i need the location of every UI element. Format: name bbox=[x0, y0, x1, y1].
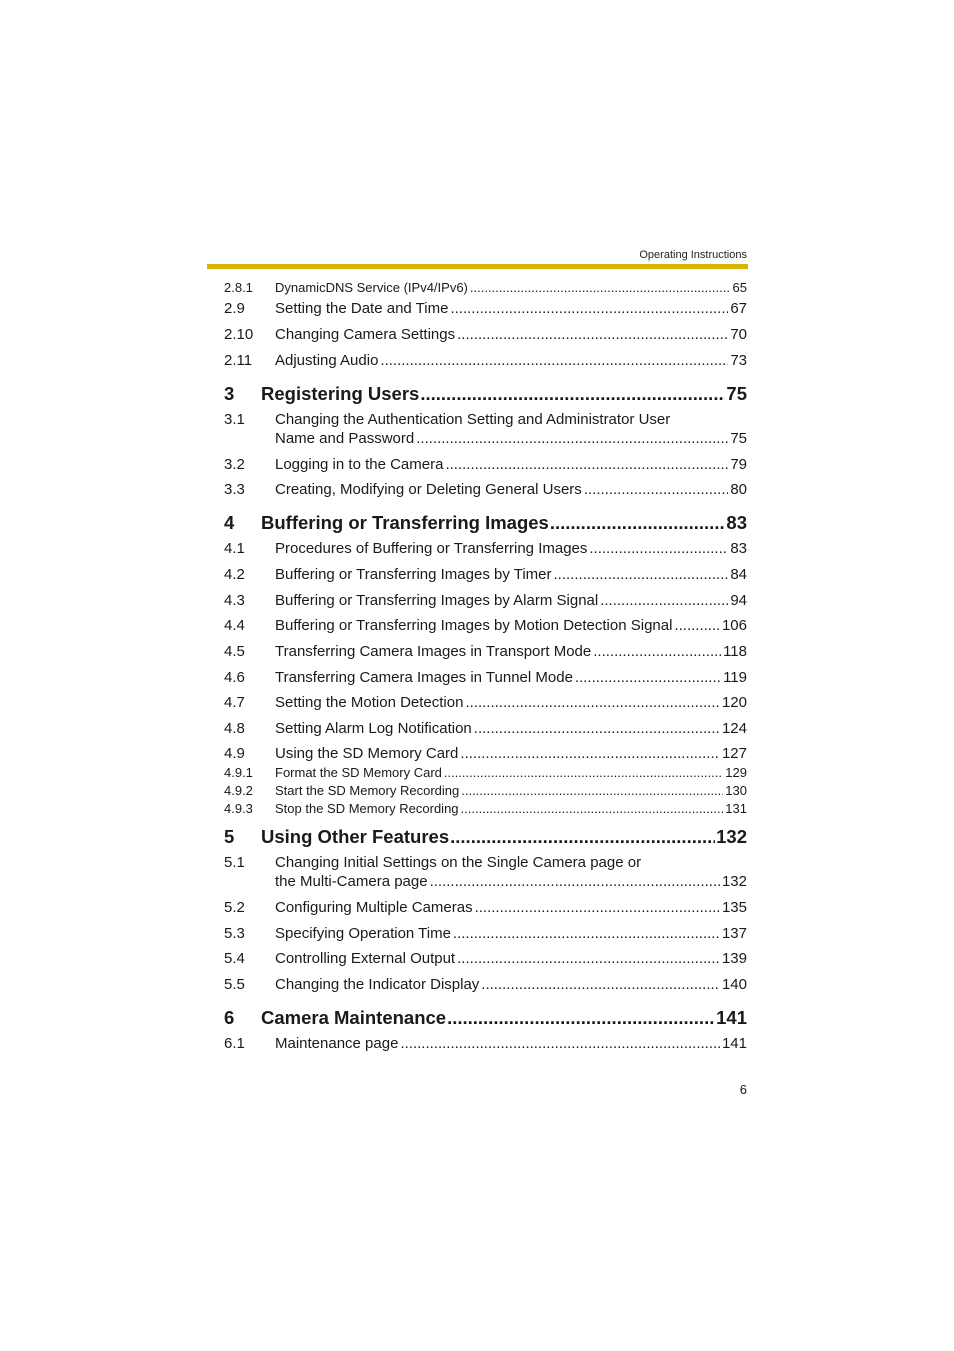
toc-number: 3.3 bbox=[224, 481, 245, 498]
dot-leader bbox=[550, 512, 726, 534]
toc-page-number: 84 bbox=[730, 566, 747, 583]
toc-page-number: 65 bbox=[732, 280, 747, 295]
toc-title: Name and Password bbox=[275, 430, 415, 447]
toc-page-number: 80 bbox=[730, 481, 747, 498]
toc-page-number: 106 bbox=[721, 617, 747, 634]
toc-number: 4.9.3 bbox=[224, 801, 253, 816]
dot-leader bbox=[416, 430, 728, 448]
toc-entry[interactable] bbox=[224, 300, 747, 318]
dot-leader bbox=[600, 592, 728, 610]
dot-leader bbox=[420, 383, 725, 405]
toc-entry[interactable] bbox=[224, 481, 747, 499]
toc-title: DynamicDNS Service (IPv4/IPv6) bbox=[275, 280, 468, 295]
page-number: 6 bbox=[739, 1082, 747, 1097]
toc-page-number: 132 bbox=[721, 873, 747, 890]
toc-entry[interactable] bbox=[224, 783, 747, 799]
dot-leader bbox=[465, 694, 720, 712]
dot-leader bbox=[450, 300, 728, 318]
toc-page-number: 140 bbox=[721, 976, 747, 993]
toc-entry[interactable] bbox=[224, 950, 747, 968]
toc-page-number: 67 bbox=[730, 300, 747, 317]
toc-title: Procedures of Buffering or Transferring Images bbox=[275, 540, 588, 557]
dot-leader bbox=[474, 720, 720, 738]
toc-page-number: 124 bbox=[721, 720, 747, 737]
toc-number: 4 bbox=[224, 512, 235, 533]
dot-leader bbox=[475, 899, 720, 917]
toc-entry[interactable] bbox=[224, 643, 747, 661]
header-rule bbox=[207, 264, 748, 269]
toc-number: 4.1 bbox=[224, 540, 245, 557]
dot-leader bbox=[444, 765, 723, 781]
toc-number: 5.2 bbox=[224, 899, 245, 916]
toc-chapter[interactable] bbox=[224, 1007, 747, 1029]
dot-leader bbox=[445, 456, 728, 474]
toc-title-line1: Changing the Authentication Setting and Administrator User bbox=[275, 411, 671, 428]
toc-number: 2.10 bbox=[224, 326, 254, 343]
toc-number: 2.11 bbox=[224, 352, 253, 369]
dot-leader bbox=[461, 783, 723, 799]
toc-number: 5 bbox=[224, 826, 235, 847]
toc-entry[interactable] bbox=[224, 280, 747, 296]
toc-entry[interactable] bbox=[224, 669, 747, 687]
toc-title: Buffering or Transferring Images by Timer bbox=[275, 566, 552, 583]
toc-entry[interactable] bbox=[224, 976, 747, 994]
toc-entry[interactable] bbox=[224, 1035, 747, 1053]
toc-number: 2.9 bbox=[224, 300, 245, 317]
toc-title: Controlling External Output bbox=[275, 950, 456, 967]
toc-page-number: 135 bbox=[721, 899, 747, 916]
toc-entry[interactable] bbox=[224, 617, 747, 635]
toc-page-number: 130 bbox=[725, 783, 747, 798]
toc-page-number: 73 bbox=[730, 352, 747, 369]
toc-number: 4.5 bbox=[224, 643, 245, 660]
toc-page-number: 119 bbox=[723, 669, 747, 686]
toc-entry[interactable] bbox=[224, 566, 747, 584]
toc-number: 4.9.1 bbox=[224, 765, 253, 780]
toc-title: Buffering or Transferring Images by Motion Detection Signal bbox=[275, 617, 673, 634]
toc-title: Setting the Date and Time bbox=[275, 300, 449, 317]
toc-entry[interactable] bbox=[224, 540, 747, 558]
toc-page-number: 131 bbox=[725, 801, 747, 816]
toc-entry[interactable] bbox=[224, 352, 747, 370]
toc-page-number: 70 bbox=[730, 326, 747, 343]
toc-page-number: 132 bbox=[716, 826, 747, 847]
toc-title: Configuring Multiple Cameras bbox=[275, 899, 473, 916]
toc-title: Specifying Operation Time bbox=[275, 925, 451, 942]
dot-leader bbox=[457, 950, 720, 968]
toc-title: Creating, Modifying or Deleting General Users bbox=[275, 481, 582, 498]
toc-title: Adjusting Audio bbox=[275, 352, 379, 369]
toc-number: 4.2 bbox=[224, 566, 245, 583]
toc-entry[interactable] bbox=[224, 801, 747, 817]
toc-entry[interactable] bbox=[224, 720, 747, 738]
toc-number: 5.1 bbox=[224, 854, 245, 871]
toc-number: 4.9 bbox=[224, 745, 245, 762]
dot-leader bbox=[400, 1035, 720, 1053]
toc-title: Buffering or Transferring Images bbox=[261, 512, 549, 533]
dot-leader bbox=[450, 826, 715, 848]
toc-number: 4.8 bbox=[224, 720, 245, 737]
toc-entry[interactable] bbox=[224, 925, 747, 943]
toc-number: 4.7 bbox=[224, 694, 245, 711]
toc-title: Using the SD Memory Card bbox=[275, 745, 459, 762]
toc-number: 5.3 bbox=[224, 925, 245, 942]
toc-number: 6 bbox=[224, 1007, 235, 1028]
toc-number: 3 bbox=[224, 383, 235, 404]
toc-entry[interactable] bbox=[224, 592, 747, 610]
toc-page-number: 139 bbox=[721, 950, 747, 967]
toc-number: 4.9.2 bbox=[224, 783, 253, 798]
toc-entry[interactable] bbox=[224, 899, 747, 917]
toc-title: Setting the Motion Detection bbox=[275, 694, 464, 711]
toc-title: Changing Camera Settings bbox=[275, 326, 456, 343]
toc-number: 6.1 bbox=[224, 1035, 245, 1052]
toc-title: Camera Maintenance bbox=[261, 1007, 447, 1028]
toc-page-number: 137 bbox=[721, 925, 747, 942]
toc-page-number: 141 bbox=[716, 1007, 747, 1028]
toc-page-number: 94 bbox=[730, 592, 747, 609]
toc-title: Format the SD Memory Card bbox=[275, 765, 442, 780]
dot-leader bbox=[430, 873, 720, 891]
toc-page-number: 127 bbox=[721, 745, 747, 762]
toc-entry[interactable] bbox=[224, 456, 747, 474]
dot-leader bbox=[674, 617, 720, 635]
dot-leader bbox=[575, 669, 721, 687]
toc-title: Registering Users bbox=[261, 383, 420, 404]
toc-number: 3.2 bbox=[224, 456, 245, 473]
toc-number: 4.4 bbox=[224, 617, 245, 634]
toc-page-number: 83 bbox=[730, 540, 747, 557]
toc-title: Buffering or Transferring Images by Alarm Signal bbox=[275, 592, 599, 609]
toc-title: Transferring Camera Images in Tunnel Mode bbox=[275, 669, 573, 686]
toc-page-number: 129 bbox=[725, 765, 747, 780]
toc-chapter[interactable] bbox=[224, 383, 747, 405]
toc-title: Using Other Features bbox=[261, 826, 450, 847]
toc-page-number: 83 bbox=[726, 512, 747, 533]
toc-title: Maintenance page bbox=[275, 1035, 399, 1052]
toc-number: 2.8.1 bbox=[224, 280, 253, 295]
toc-number: 5.5 bbox=[224, 976, 245, 993]
toc-title-line1: Changing Initial Settings on the Single Camera page or bbox=[275, 854, 642, 871]
toc-chapter[interactable] bbox=[224, 826, 747, 848]
toc-entry[interactable] bbox=[224, 694, 747, 712]
dot-leader bbox=[380, 352, 728, 370]
dot-leader bbox=[453, 925, 720, 943]
toc-title: Logging in to the Camera bbox=[275, 456, 444, 473]
toc-title: Stop the SD Memory Recording bbox=[275, 801, 459, 816]
dot-leader bbox=[470, 280, 731, 296]
dot-leader bbox=[457, 326, 728, 344]
dot-leader bbox=[481, 976, 720, 994]
dot-leader bbox=[460, 745, 720, 763]
toc-page-number: 75 bbox=[726, 383, 747, 404]
toc-entry[interactable] bbox=[224, 854, 747, 892]
toc-entry[interactable] bbox=[224, 745, 747, 763]
toc-page-number: 141 bbox=[721, 1035, 747, 1052]
toc-page-number: 75 bbox=[730, 430, 747, 447]
dot-leader bbox=[589, 540, 728, 558]
dot-leader bbox=[461, 801, 724, 817]
toc-title: Transferring Camera Images in Transport Mode bbox=[275, 643, 592, 660]
dot-leader bbox=[554, 566, 729, 584]
toc-number: 3.1 bbox=[224, 411, 245, 428]
running-header: Operating Instructions bbox=[639, 249, 747, 261]
toc-page-number: 118 bbox=[723, 643, 747, 660]
toc-title: Start the SD Memory Recording bbox=[275, 783, 460, 798]
toc-number: 4.6 bbox=[224, 669, 245, 686]
toc-title: the Multi-Camera page bbox=[275, 873, 428, 890]
toc-entry[interactable] bbox=[224, 765, 747, 781]
toc-title: Changing the Indicator Display bbox=[275, 976, 480, 993]
dot-leader bbox=[593, 643, 721, 661]
toc-entry[interactable] bbox=[224, 411, 747, 449]
toc-title: Setting Alarm Log Notification bbox=[275, 720, 472, 737]
toc-entry[interactable] bbox=[224, 326, 747, 344]
toc-number: 4.3 bbox=[224, 592, 245, 609]
dot-leader bbox=[447, 1007, 715, 1029]
dot-leader bbox=[584, 481, 729, 499]
toc-page-number: 120 bbox=[721, 694, 747, 711]
toc-number: 5.4 bbox=[224, 950, 245, 967]
toc-chapter[interactable] bbox=[224, 512, 747, 534]
toc-page-number: 79 bbox=[730, 456, 747, 473]
